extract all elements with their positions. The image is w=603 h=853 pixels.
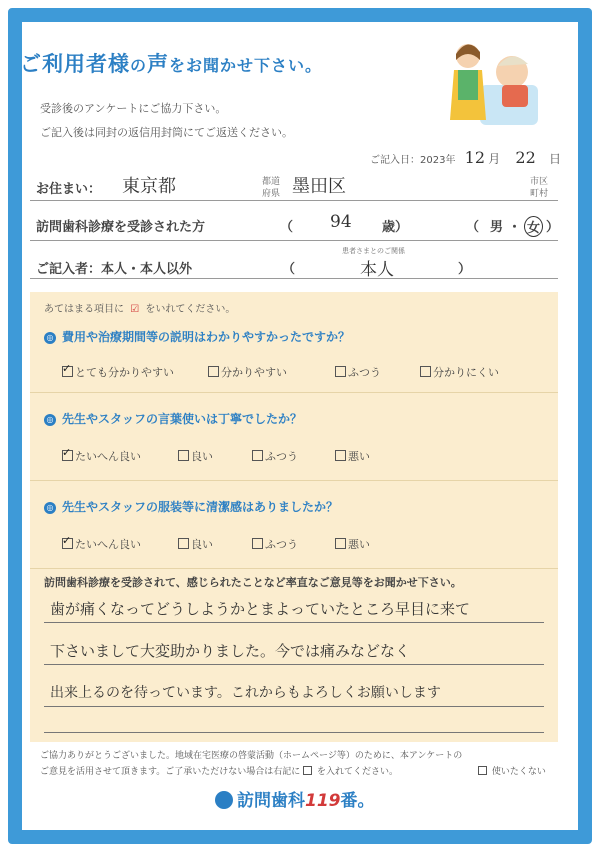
q1-option-1[interactable] [62, 364, 174, 380]
relation-hint: 患者さまとのご関係 [342, 247, 405, 255]
checkbox[interactable] [178, 538, 189, 549]
q1-option-2[interactable] [208, 364, 287, 380]
writer-label: ご記入者：本人・本人以外 [36, 262, 193, 277]
form-title [20, 48, 322, 78]
age-unit: 歳） [382, 220, 409, 235]
instruction-text: あてはまる項目に [44, 304, 124, 315]
checkbox-checked[interactable] [62, 366, 73, 377]
writer-row [30, 246, 558, 279]
checkbox[interactable] [335, 366, 346, 377]
q3-option-4[interactable] [335, 536, 370, 552]
question-icon: ◎ [44, 332, 56, 344]
q2-option-1-label: たいへん良い [75, 450, 141, 463]
city-suffix-2: 町村 [530, 189, 549, 199]
q2-option-4-label: 悪い [348, 450, 370, 463]
optout-checkbox-ref [303, 766, 312, 775]
date-month: 12 [464, 148, 485, 167]
checkbox[interactable] [252, 538, 263, 549]
q3-option-3[interactable] [252, 536, 298, 552]
q1-option-3[interactable] [335, 364, 381, 380]
sex-open: （ [466, 220, 480, 235]
city-suffix-1: 市区 [530, 177, 549, 187]
q1-option-4[interactable] [420, 364, 499, 380]
title-rest: をお聞かせ下さい。 [169, 56, 323, 75]
intro-line-2: ご記入後は同封の返信用封筒にてご返送ください。 [40, 126, 293, 139]
q2-option-2[interactable] [178, 448, 213, 464]
prefecture-mark-1: 都道 [262, 177, 281, 187]
q3-option-2[interactable] [178, 536, 213, 552]
question-2-text: 先生やスタッフの言葉使いは丁寧でしたか？ [62, 412, 303, 426]
checkbox-checked[interactable] [62, 450, 73, 461]
logo-suffix: 番。 [340, 791, 375, 811]
q3-option-1-label: たいへん良い [75, 538, 141, 551]
checkbox[interactable] [335, 538, 346, 549]
instruction-text-2: をいれてください。 [145, 304, 236, 315]
footer-line-1: ご協力ありがとうございました。地域在宅医療の啓蒙活動（ホームページ等）のために、本アンケートの [40, 751, 463, 761]
address-label: お住まい： [36, 182, 102, 197]
divider [30, 480, 558, 481]
comment-line-1: 歯が痛くなってどうしようかとまよっていたところ早目に来て [50, 600, 471, 618]
title-main: ご利用者様 [20, 52, 130, 76]
intro-line-1: 受診後のアンケートにご協力下さい。 [40, 102, 227, 115]
date-day: 22 [515, 148, 536, 167]
logo-text: 訪問歯科 [237, 791, 305, 811]
address-row [30, 170, 558, 201]
footer-line-2 [40, 764, 398, 777]
question-icon: ◎ [44, 502, 56, 514]
comment-line-2: 下さいまして大変助かりました。今では痛みなどなく [50, 642, 411, 660]
q2-option-2-label: 良い [191, 450, 213, 463]
q1-option-4-label: 分かりにくい [433, 366, 499, 379]
footer-line-2-text-b: を入れてください。 [317, 767, 399, 777]
q2-option-3[interactable] [252, 448, 298, 464]
optout-checkbox[interactable] [478, 766, 487, 775]
q3-option-1[interactable] [62, 536, 141, 552]
q1-option-1-label: とても分かりやすい [75, 366, 174, 379]
survey-box [30, 292, 558, 742]
patient-age: 94 [330, 212, 352, 232]
question-2 [44, 410, 302, 427]
survey-instruction [44, 300, 235, 315]
writer-value: 本人 [360, 260, 394, 280]
q1-option-3-label: ふつう [348, 366, 381, 379]
optout-label: 使いたくない [491, 767, 546, 777]
question-3 [44, 498, 338, 515]
submission-date [370, 148, 561, 167]
sex-dot: ・ [508, 220, 522, 235]
logo-number: 119 [305, 791, 341, 811]
q3-option-3-label: ふつう [265, 538, 298, 551]
optout-option[interactable] [478, 764, 546, 777]
brand-logo [215, 786, 375, 811]
q2-option-4[interactable] [335, 448, 370, 464]
sex-close: ） [546, 220, 560, 235]
question-1-text: 費用や治療期間等の説明はわかりやすかったですか？ [62, 330, 351, 344]
q2-option-1[interactable] [62, 448, 141, 464]
day-label: 日 [548, 152, 561, 166]
patient-row [30, 204, 558, 241]
tooth-icon [215, 791, 233, 809]
writer-open: （ [282, 262, 296, 277]
q2-option-3-label: ふつう [265, 450, 298, 463]
q3-option-4-label: 悪い [348, 538, 370, 551]
address-prefecture: 東京都 [122, 176, 176, 197]
checkbox-checked[interactable] [62, 538, 73, 549]
divider [30, 392, 558, 393]
comment-rule [44, 622, 544, 623]
comment-rule [44, 732, 544, 733]
caregiver-illustration [440, 30, 540, 130]
check-mark-icon: ☑ [130, 304, 140, 315]
comment-rule [44, 706, 544, 707]
checkbox[interactable] [178, 450, 189, 461]
age-open: （ [280, 220, 294, 235]
checkbox[interactable] [208, 366, 219, 377]
prefecture-mark-2: 府県 [262, 189, 281, 199]
patient-label: 訪問歯科診療を受診された方 [36, 220, 206, 235]
address-city: 墨田区 [292, 176, 346, 197]
divider [30, 568, 558, 569]
checkbox[interactable] [420, 366, 431, 377]
question-icon: ◎ [44, 414, 56, 426]
question-1 [44, 328, 350, 345]
comment-line-3: 出来上るのを待っています。これからもよろしくお願いします [50, 685, 441, 701]
question-3-text: 先生やスタッフの服装等に清潔感はありましたか？ [62, 500, 339, 514]
month-label: 月 [488, 152, 501, 166]
footer-line-2-text: ご意見を活用させて頂きます。ご了承いただけない場合は右記に [40, 767, 301, 777]
q1-option-2-label: 分かりやすい [221, 366, 287, 379]
comment-prompt: 訪問歯科診療を受診されて、感じられたことなど率直なご意見等をお聞かせ下さい。 [44, 576, 462, 589]
title-no: の [130, 56, 148, 75]
sex-male: 男 [490, 220, 504, 235]
q3-option-2-label: 良い [191, 538, 213, 551]
title-voice: 声 [147, 52, 170, 76]
checkbox[interactable] [335, 450, 346, 461]
sex-female-circled: 女 [524, 216, 543, 237]
checkbox[interactable] [252, 450, 263, 461]
comment-rule [44, 664, 544, 665]
date-label: ご記入日：2023年 [370, 155, 456, 166]
writer-close: ） [458, 262, 472, 277]
